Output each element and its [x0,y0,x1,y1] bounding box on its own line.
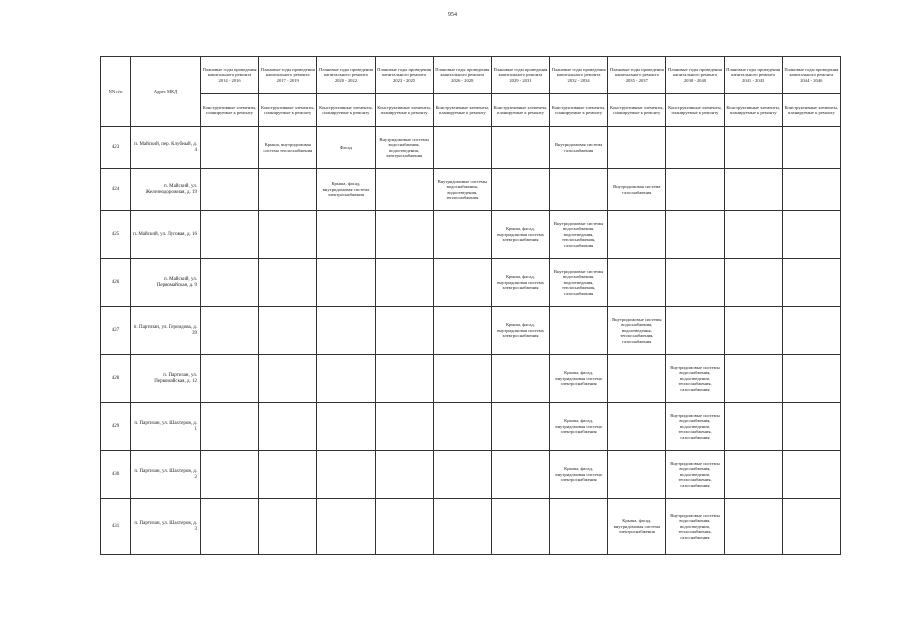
row-elements-cell: Крыша, фасад, внутридомовая система электроснабжения [550,451,608,499]
row-elements-cell [375,307,433,355]
row-elements-cell [201,169,259,211]
row-elements-cell [201,355,259,403]
header-elements: Конструктивные элементы, планируемые к ремонту [317,94,375,127]
row-elements-cell [782,451,840,499]
row-elements-cell [782,355,840,403]
row-elements-cell [608,451,666,499]
row-number: 425 [101,211,131,259]
row-elements-cell [201,127,259,169]
row-elements-cell: Крыша, фасад, внутридомовая система электроснабжения [550,403,608,451]
row-number: 427 [101,307,131,355]
row-number: 424 [101,169,131,211]
row-elements-cell [724,259,782,307]
header-row-periods [101,57,841,94]
table-body [101,127,841,555]
row-elements-cell: Внутридомовые системы водоснабжения, водоотведения, теплоснабжения, газоснабжения [666,499,724,555]
table-row [101,355,841,403]
row-address: п. Майский, ул. Луговая, д. 16 [131,211,201,259]
row-elements-cell [433,499,491,555]
row-elements-cell [317,259,375,307]
row-elements-cell [491,169,549,211]
header-period: Плановые годы проведения капитального ремонта 2029 - 2031 [491,57,549,94]
row-number: 426 [101,259,131,307]
table-row [101,169,841,211]
row-elements-cell: Внутридомовая система газоснабжения [608,169,666,211]
row-elements-cell [782,499,840,555]
row-elements-cell: Внутридомовые системы водоснабжения, водоотведения, теплоснабжения, газоснабжения [666,451,724,499]
row-elements-cell [666,211,724,259]
row-elements-cell [317,307,375,355]
row-address: п. Партизан, ул. Шахтеров, д. 3 [131,499,201,555]
row-elements-cell [375,169,433,211]
header-period: Плановые годы проведения капитального ремонта 2020 - 2022 [317,57,375,94]
row-elements-cell: Крыша, фасад, внутридомовая система электроснабжения [491,259,549,307]
row-elements-cell [433,127,491,169]
header-row-elements [101,94,841,127]
row-elements-cell [201,451,259,499]
row-elements-cell [433,451,491,499]
header-elements: Конструктивные элементы, планируемые к ремонту [491,94,549,127]
row-elements-cell [259,355,317,403]
row-number: 430 [101,451,131,499]
row-elements-cell [317,403,375,451]
row-elements-cell: Крыша, фасад, внутридомовая система электроснабжения [491,307,549,355]
row-elements-cell [724,211,782,259]
table-row [101,127,841,169]
row-elements-cell [782,127,840,169]
row-address: п. Майский, ул. Первомайская, д. 9 [131,259,201,307]
row-elements-cell [375,451,433,499]
row-elements-cell [608,403,666,451]
row-elements-cell [375,403,433,451]
row-elements-cell [259,211,317,259]
row-elements-cell [433,403,491,451]
header-elements: Конструктивные элементы, планируемые к ремонту [666,94,724,127]
row-elements-cell [782,211,840,259]
table-row [101,307,841,355]
row-elements-cell [259,169,317,211]
table-row [101,403,841,451]
row-elements-cell [724,451,782,499]
row-number: 431 [101,499,131,555]
header-elements: Конструктивные элементы, планируемые к ремонту [608,94,666,127]
row-number: 428 [101,355,131,403]
row-elements-cell [724,127,782,169]
header-elements: Конструктивные элементы, планируемые к ремонту [201,94,259,127]
row-elements-cell [491,355,549,403]
row-elements-cell [317,499,375,555]
row-elements-cell [201,403,259,451]
row-elements-cell: Внутридомовые системы водоснабжения, водоотведения, теплоснабжения, газоснабжения [550,259,608,307]
row-elements-cell [666,169,724,211]
row-elements-cell [724,307,782,355]
header-period: Плановые годы проведения капитального ремонта 2032 - 2034 [550,57,608,94]
row-elements-cell: Внутридомовые системы водоснабжения, водоотведения, электроснабжения [375,127,433,169]
row-address: п. Партизан, ул. Героидова, д. 39 [131,307,201,355]
row-elements-cell [375,211,433,259]
header-elements: Конструктивные элементы, планируемые к ремонту [550,94,608,127]
row-elements-cell [375,259,433,307]
row-elements-cell [201,307,259,355]
header-elements: Конструктивные элементы, планируемые к ремонту [375,94,433,127]
row-elements-cell [724,355,782,403]
row-number: 423 [101,127,131,169]
table-row [101,499,841,555]
header-period: Плановые годы проведения капитального ремонта 2038 - 2040 [666,57,724,94]
header-period: Плановые годы проведения капитального ремонта 2023 - 2025 [375,57,433,94]
row-elements-cell: Внутридомовые системы водоснабжения, водоотведения, теплоснабжения, газоснабжения [666,355,724,403]
row-elements-cell: Крыша, внутридомовая система теплоснабжения [259,127,317,169]
header-period: Плановые годы проведения капитального ремонта 2017 - 2019 [259,57,317,94]
row-elements-cell [317,451,375,499]
row-elements-cell [724,169,782,211]
table-row [101,451,841,499]
row-elements-cell: Крыша, фасад, внутридомовая система электроснабжения [491,211,549,259]
row-elements-cell [201,259,259,307]
row-elements-cell: Внутридомовые системы водоснабжения, водоотведения, теплоснабжения, газоснабжения [666,403,724,451]
row-address: п. Партизан, ул. Первомайская, д. 12 [131,355,201,403]
header-elements: Конструктивные элементы, планируемые к ремонту [259,94,317,127]
row-elements-cell [201,211,259,259]
header-period: Плановые годы проведения капитального ремонта 2014 - 2016 [201,57,259,94]
row-elements-cell [491,403,549,451]
row-address: п. Партизан, ул. Шахтеров, д. 2 [131,451,201,499]
row-elements-cell [259,403,317,451]
row-elements-cell [782,259,840,307]
header-period: Плановые годы проведения капитального ремонта 2026 - 2028 [433,57,491,94]
row-elements-cell [724,403,782,451]
row-elements-cell [608,127,666,169]
row-elements-cell [550,169,608,211]
row-elements-cell [259,451,317,499]
row-elements-cell [259,499,317,555]
repair-schedule-table [100,56,841,555]
row-elements-cell [608,211,666,259]
header-elements: Конструктивные элементы, планируемые к ремонту [724,94,782,127]
row-elements-cell [550,307,608,355]
row-number: 429 [101,403,131,451]
row-address: п. Майский, ул. Железнодорожная, д. 19 [131,169,201,211]
row-elements-cell [666,127,724,169]
row-elements-cell [375,355,433,403]
row-elements-cell [608,355,666,403]
table-row [101,211,841,259]
row-elements-cell [201,499,259,555]
row-elements-cell [724,499,782,555]
header-period: Плановые годы проведения капитального ремонта 2044 - 2046 [782,57,840,94]
row-elements-cell [433,355,491,403]
row-elements-cell: Внутридомовые системы водоснабжения, водоотведения, теплоснабжения, газоснабжения [608,307,666,355]
header-address: Адрес МКД [131,57,201,127]
row-elements-cell: Внутридомовые системы водоснабжения, водоотведения, теплоснабжения, газоснабжения [550,211,608,259]
header-elements: Конструктивные элементы, планируемые к ремонту [782,94,840,127]
row-elements-cell: Внутридомовая система газоснабжения [550,127,608,169]
table-row [101,259,841,307]
header-num: NN п/п [101,57,131,127]
row-elements-cell [433,307,491,355]
row-elements-cell [433,259,491,307]
row-elements-cell [666,259,724,307]
row-elements-cell [317,355,375,403]
header-elements: Конструктивные элементы, планируемые к ремонту [433,94,491,127]
page-number: 954 [448,12,457,18]
row-elements-cell [550,499,608,555]
header-period: Плановые годы проведения капитального ремонта 2035 - 2037 [608,57,666,94]
row-address: п. Майский, пер. Клубный, д. 4 [131,127,201,169]
row-elements-cell [782,307,840,355]
row-elements-cell [491,451,549,499]
row-elements-cell [782,403,840,451]
row-elements-cell [259,307,317,355]
row-elements-cell [666,307,724,355]
row-elements-cell: Крыша, фасад, внутридомовая система электроснабжения [317,169,375,211]
row-elements-cell [317,211,375,259]
row-elements-cell [433,211,491,259]
row-elements-cell [608,259,666,307]
row-elements-cell: Внутридомовые системы водоснабжения, водоотведения, теплоснабжения [433,169,491,211]
header-period: Плановые годы проведения капитального ремонта 2041 - 2043 [724,57,782,94]
row-elements-cell [782,169,840,211]
row-elements-cell: Крыша, фасад, внутридомовая система электроснабжения [550,355,608,403]
row-elements-cell [259,259,317,307]
row-elements-cell [491,499,549,555]
row-address: п. Партизан, ул. Шахтеров, д. 1 [131,403,201,451]
row-elements-cell: Крыша, фасад, внутридомовая система электроснабжения [608,499,666,555]
row-elements-cell [491,127,549,169]
row-elements-cell: Фасад [317,127,375,169]
row-elements-cell [375,499,433,555]
